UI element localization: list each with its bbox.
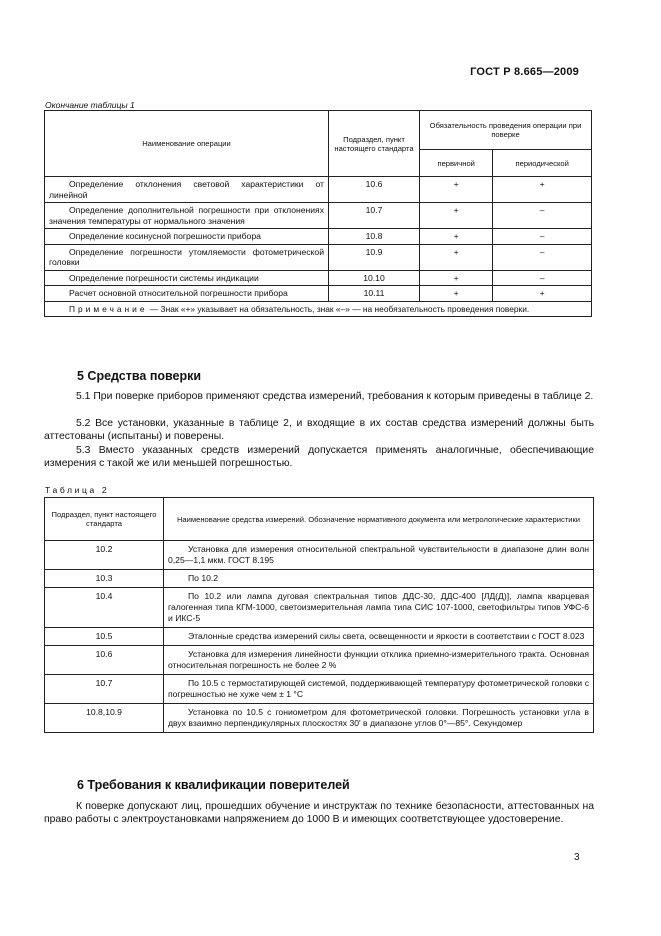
periodic-cell: + — [493, 177, 592, 203]
table-row — [45, 570, 594, 588]
table1-caption: Окончание таблицы 1 — [45, 100, 135, 110]
table-row — [45, 675, 594, 704]
paragraph-5-2: 5.2 Все установки, указанные в таблице 2, и входящие в их состав средства измерений должны быть аттестованы (испытаны) и поверены. — [44, 418, 594, 443]
primary-cell: + — [420, 244, 493, 270]
operation-cell: Расчет основной относительной погрешности прибора — [45, 286, 329, 302]
table-row — [45, 270, 592, 286]
table1 — [44, 110, 592, 317]
section-cell: 10.7 — [329, 203, 420, 229]
paragraph-5-1: 5.1 При поверке приборов применяют средства измерений, требования к которым приведены в таблице 2. — [76, 391, 594, 402]
section-cell: 10.3 — [45, 570, 164, 588]
table-row — [45, 588, 594, 628]
description-cell: Установка для измерения относительной спектральной чувствительности в диапазоне длин волн 0,25—1,1 мкм. ГОСТ 8.195 — [164, 541, 594, 570]
section-cell: 10.6 — [329, 177, 420, 203]
periodic-cell: + — [493, 286, 592, 302]
periodic-cell: – — [493, 229, 592, 245]
table-row — [45, 541, 594, 570]
operation-cell: Определение погрешности утомляемости фотометрической головки — [45, 244, 329, 270]
note-label: Примечание — [69, 303, 148, 314]
table-row — [45, 286, 592, 302]
description-cell: По 10.2 — [164, 570, 594, 588]
section-cell: 10.6 — [45, 646, 164, 675]
description-cell: Эталонные средства измерений силы света, освещенности и яркости в соответствии с ГОСТ 8.023 — [164, 628, 594, 646]
section-cell: 10.7 — [45, 675, 164, 704]
table-row — [45, 177, 592, 203]
table-row — [45, 229, 592, 245]
section-cell: 10.4 — [45, 588, 164, 628]
paragraph-6: К поверке допускают лиц, прошедших обучение и инструктаж по технике безопасности, аттестованных на право работы с электроустановками напряжением до 1000 В и имеющих соответствующее удостоверение. — [44, 801, 594, 826]
page-number: 3 — [574, 852, 580, 863]
table-row — [45, 203, 592, 229]
table2-label: Таблица 2 — [45, 485, 110, 495]
table-row — [45, 646, 594, 675]
table-row — [45, 244, 592, 270]
note-text: — Знак «+» указывает на обязательность, знак «–» — на необязательность проведения поверки. — [147, 303, 530, 314]
periodic-cell: – — [493, 270, 592, 286]
table-row — [45, 704, 594, 733]
description-cell: Установка по 10.5 с гониометром для фотометрической головки. Погрешность установки угла в двух взаимно перпендикулярных плоскостях 30' в диапазоне углов 0°—85°. Секундомер — [164, 704, 594, 733]
section-cell: 10.11 — [329, 286, 420, 302]
description-cell: Установка для измерения линейности функции отклика приемно-измерительного тракта. Основная относительная погрешность не более 2 % — [164, 646, 594, 675]
table2 — [44, 497, 594, 733]
table1-header-periodic: периодической — [493, 150, 592, 177]
periodic-cell: – — [493, 244, 592, 270]
section5-title: 5 Средства поверки — [77, 369, 202, 383]
table1-header-primary: первичной — [420, 150, 493, 177]
periodic-cell: – — [493, 203, 592, 229]
section-cell: 10.9 — [329, 244, 420, 270]
primary-cell: + — [420, 177, 493, 203]
primary-cell: + — [420, 229, 493, 245]
table1-note — [45, 301, 592, 317]
table1-header-subsection: Подраздел, пункт настоящего стандарта — [329, 111, 420, 177]
description-cell: По 10.2 или лампа дуговая спектральная типов ДДС-30, ДДС-400 [ЛД(Д)], лампа кварцевая галогенная типа КГМ-1000, светоизмерительная лампа типа СИС 107-1000, светофильтры типов УФС-6 и ИКС-5 — [164, 588, 594, 628]
section6-title: 6 Требования к квалификации поверителей — [77, 778, 350, 792]
table-row — [45, 628, 594, 646]
description-cell: По 10.5 с термостатирующей системой, поддерживающей температуру фотометрической головки с погрешностью не хуже чем ± 1 °С — [164, 675, 594, 704]
table1-header-operation: Наименование операции — [45, 111, 329, 177]
primary-cell: + — [420, 203, 493, 229]
operation-cell: Определение отклонения световой характеристики от линейной — [45, 177, 329, 203]
document-code: ГОСТ Р 8.665—2009 — [470, 66, 579, 78]
primary-cell: + — [420, 270, 493, 286]
section-cell: 10.5 — [45, 628, 164, 646]
operation-cell: Определение дополнительной погрешности при отклонениях значения температуры от нормального значения — [45, 203, 329, 229]
paragraph-5-3: 5.3 Вместо указанных средств измерений допускается применять аналогичные, обеспечивающие измерения с такой же или меньшей погрешностью. — [44, 445, 594, 470]
table2-header-name: Наименование средства измерений. Обозначение нормативного документа или метрологические характеристики — [164, 498, 594, 541]
operation-cell: Определение погрешности системы индикации — [45, 270, 329, 286]
section-cell: 10.8 — [329, 229, 420, 245]
primary-cell: + — [420, 286, 493, 302]
section-cell: 10.10 — [329, 270, 420, 286]
table1-header-mandatory: Обязательность проведения операции при поверке — [420, 111, 592, 150]
operation-cell: Определение косинусной погрешности прибора — [45, 229, 329, 245]
section-cell: 10.8,10.9 — [45, 704, 164, 733]
section-cell: 10.2 — [45, 541, 164, 570]
table2-header-subsection: Подраздел, пункт настоящего стандарта — [45, 498, 164, 541]
